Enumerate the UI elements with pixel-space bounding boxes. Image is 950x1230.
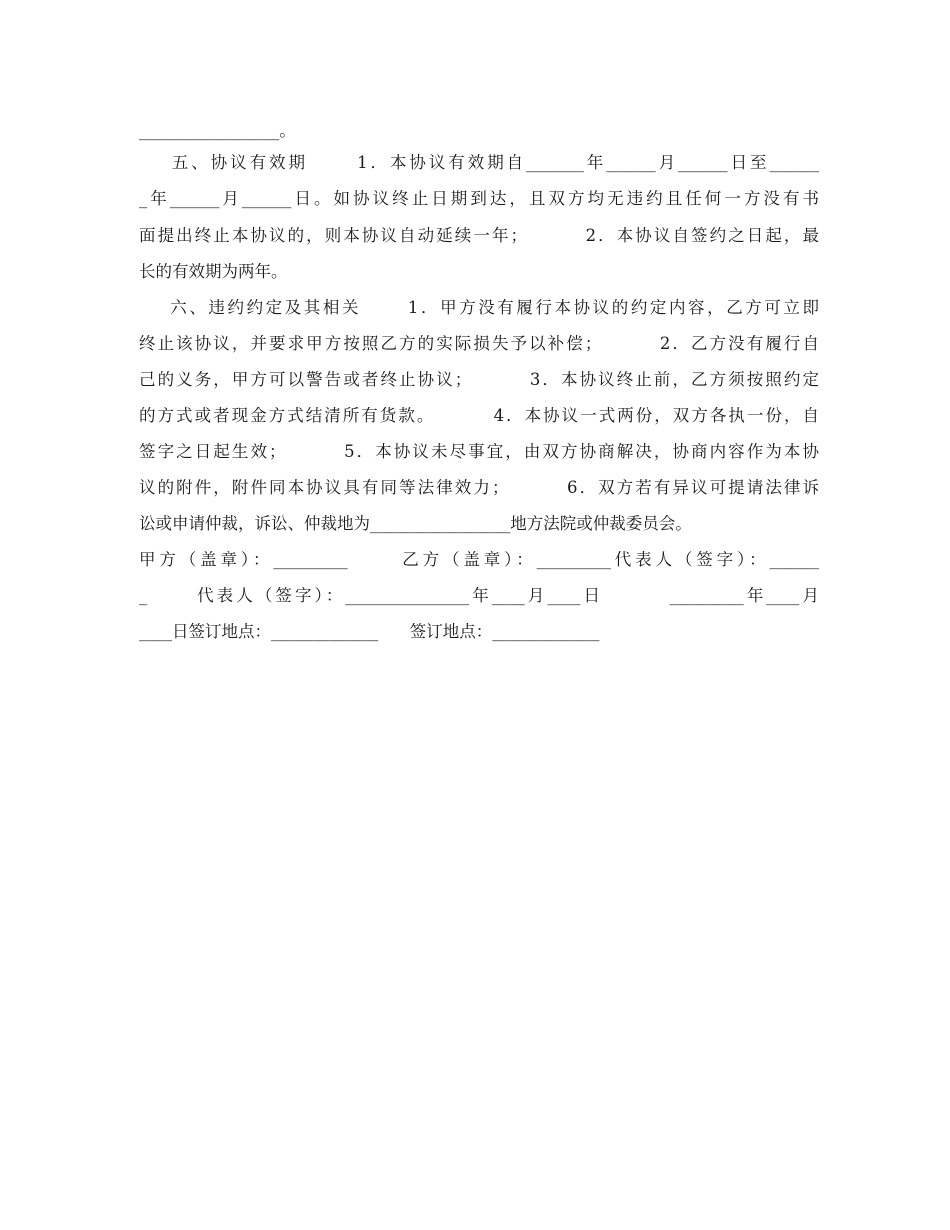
text-line-9: 的方式或者现金方式结清所有货款。 4．本协议一式两份，双方各执一份，自 — [139, 406, 819, 425]
text-line-5: 长的有效期为两年。 — [139, 262, 288, 281]
text-line-8: 己的义务，甲方可以警告或者终止协议； 3．本协议终止前，乙方须按照约定 — [139, 370, 819, 389]
text-line-13: 甲方（盖章）：_________ 乙方（盖章）：_________代表人（签字）：______ — [139, 550, 819, 569]
text-line-12: 讼或申请仲裁，诉讼、仲裁地为_________________地方法院或仲裁委员会。 — [139, 514, 692, 533]
text-line-15: ____日签订地点：_____________ 签订地点：_____________ — [139, 622, 600, 641]
text-line-3: _年______月______日。如协议终止日期到达，且双方均无违约且任何一方没有书 — [139, 189, 819, 208]
text-line-7: 终止该协议，并要求甲方按照乙方的实际损失予以补偿； 2．乙方没有履行自 — [139, 334, 819, 353]
text-line-1: _________________。 — [139, 121, 296, 140]
text-line-4: 面提出终止本协议的，则本协议自动延续一年； 2．本协议自签约之日起，最 — [139, 226, 819, 245]
text-line-10: 签字之日起生效； 5．本协议未尽事宜，由双方协商解决，协商内容作为本协 — [139, 442, 819, 461]
text-line-14: _ 代表人（签字）：_______________年____月____日 _________年____月 — [139, 586, 819, 605]
text-line-2: 五、协议有效期 1．本协议有效期自_______年______月______日至______ — [139, 153, 819, 172]
text-line-11: 议的附件，附件同本协议具有同等法律效力； 6．双方若有异议可提请法律诉 — [139, 478, 819, 497]
text-line-6: 六、违约约定及其相关 1．甲方没有履行本协议的约定内容，乙方可立即 — [139, 298, 819, 317]
